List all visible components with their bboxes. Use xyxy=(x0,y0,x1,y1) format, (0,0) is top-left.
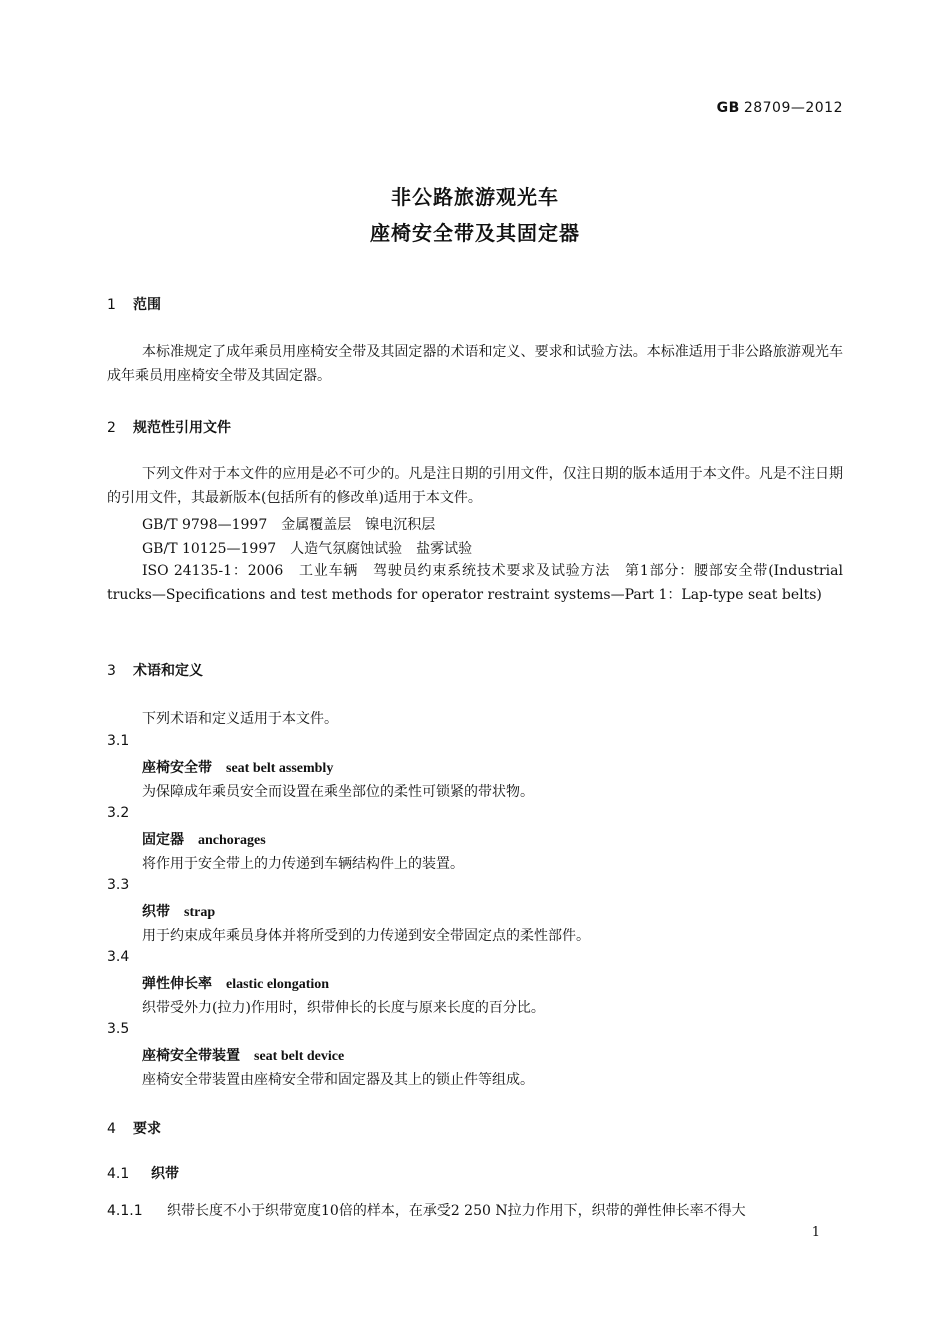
term-3-4-en: elastic elongation xyxy=(226,977,330,992)
section-4-title: 要求 xyxy=(133,1121,161,1137)
term-3-2-number: 3.2 xyxy=(107,805,130,821)
term-3-2-zh: 固定器 xyxy=(142,832,184,848)
section-4-number: 4 xyxy=(107,1121,116,1137)
normative-reference-2: GB/T 10125—1997 人造气氛腐蚀试验 盐雾试验 xyxy=(142,541,473,557)
term-3-4-definition: 织带受外力(拉力)作用时，织带伸长的长度与原来长度的百分比。 xyxy=(142,1000,545,1016)
term-3-3-number: 3.3 xyxy=(107,877,130,893)
term-3-1-definition: 为保障成年乘员安全而设置在乘坐部位的柔性可锁紧的带状物。 xyxy=(142,784,534,800)
term-3-1-en: seat belt assembly xyxy=(226,761,334,776)
section-2-number: 2 xyxy=(107,420,116,436)
section-2-heading xyxy=(107,417,231,437)
term-3-1-name xyxy=(142,757,333,777)
section-1-paragraph: 本标准规定了成年乘员用座椅安全带及其固定器的术语和定义、要求和试验方法。本标准适用于非公路旅游观光车成年乘员用座椅安全带及其固定器。 xyxy=(107,344,843,384)
term-3-1-zh: 座椅安全带 xyxy=(142,760,212,776)
page-number: 1 xyxy=(811,1225,820,1240)
term-3-5-en: seat belt device xyxy=(254,1049,345,1064)
section-4-heading xyxy=(107,1118,161,1138)
section-3-heading xyxy=(107,660,203,680)
term-3-4-zh: 弹性伸长率 xyxy=(142,976,212,992)
clause-4-1-1-text: 织带长度不小于织带宽度10倍的样本，在承受2 250 N拉力作用下，织带的弹性伸长率不得大 xyxy=(167,1203,746,1219)
section-1-heading xyxy=(107,294,161,314)
term-3-2-en: anchorages xyxy=(198,833,266,848)
term-3-5-number: 3.5 xyxy=(107,1021,130,1037)
normative-reference-1: GB/T 9798—1997 金属覆盖层 镍电沉积层 xyxy=(142,517,436,533)
term-3-3-en: strap xyxy=(184,905,216,920)
document-title-line-1: 非公路旅游观光车 xyxy=(391,185,559,209)
section-1-number: 1 xyxy=(107,297,116,313)
section-2-intro: 下列文件对于本文件的应用是必不可少的。凡是注日期的引用文件，仅注日期的版本适用于本文件。凡是不注日期的引用文件，其最新版本(包括所有的修改单)适用于本文件。 xyxy=(107,466,843,506)
term-3-2-definition: 将作用于安全带上的力传递到车辆结构件上的装置。 xyxy=(142,856,464,872)
subsection-4-1-number: 4.1 xyxy=(107,1166,130,1182)
document-title-line-2: 座椅安全带及其固定器 xyxy=(370,221,580,245)
subsection-4-1-heading xyxy=(107,1163,179,1183)
section-3-number: 3 xyxy=(107,663,116,679)
term-3-3-zh: 织带 xyxy=(142,904,170,920)
standard-code-number: 28709—2012 xyxy=(743,100,843,116)
term-3-3-name xyxy=(142,901,215,921)
term-3-4-number: 3.4 xyxy=(107,949,130,965)
term-3-2-name xyxy=(142,829,266,849)
standard-code-prefix: GB xyxy=(716,100,740,116)
term-3-1-number: 3.1 xyxy=(107,733,130,749)
term-3-5-zh: 座椅安全带装置 xyxy=(142,1048,240,1064)
subsection-4-1-title: 织带 xyxy=(151,1166,179,1182)
section-2-title: 规范性引用文件 xyxy=(133,420,231,436)
clause-4-1-1 xyxy=(107,1200,746,1220)
section-3-intro: 下列术语和定义适用于本文件。 xyxy=(142,711,338,727)
section-3-title: 术语和定义 xyxy=(133,663,203,679)
term-3-4-name xyxy=(142,973,329,993)
standard-code xyxy=(717,100,843,116)
section-1-title: 范围 xyxy=(133,297,161,313)
term-3-3-definition: 用于约束成年乘员身体并将所受到的力传递到安全带固定点的柔性部件。 xyxy=(142,928,590,944)
term-3-5-name xyxy=(142,1045,344,1065)
normative-reference-3: ISO 24135-1：2006 工业车辆 驾驶员约束系统技术要求及试验方法 第1部分：腰部安全带(Industrial trucks—Specifications and test methods for operator restraint systems—Part 1：Lap-type seat belts) xyxy=(107,563,843,603)
clause-4-1-1-number: 4.1.1 xyxy=(107,1203,143,1219)
term-3-5-definition: 座椅安全带装置由座椅安全带和固定器及其上的锁止件等组成。 xyxy=(142,1072,534,1088)
